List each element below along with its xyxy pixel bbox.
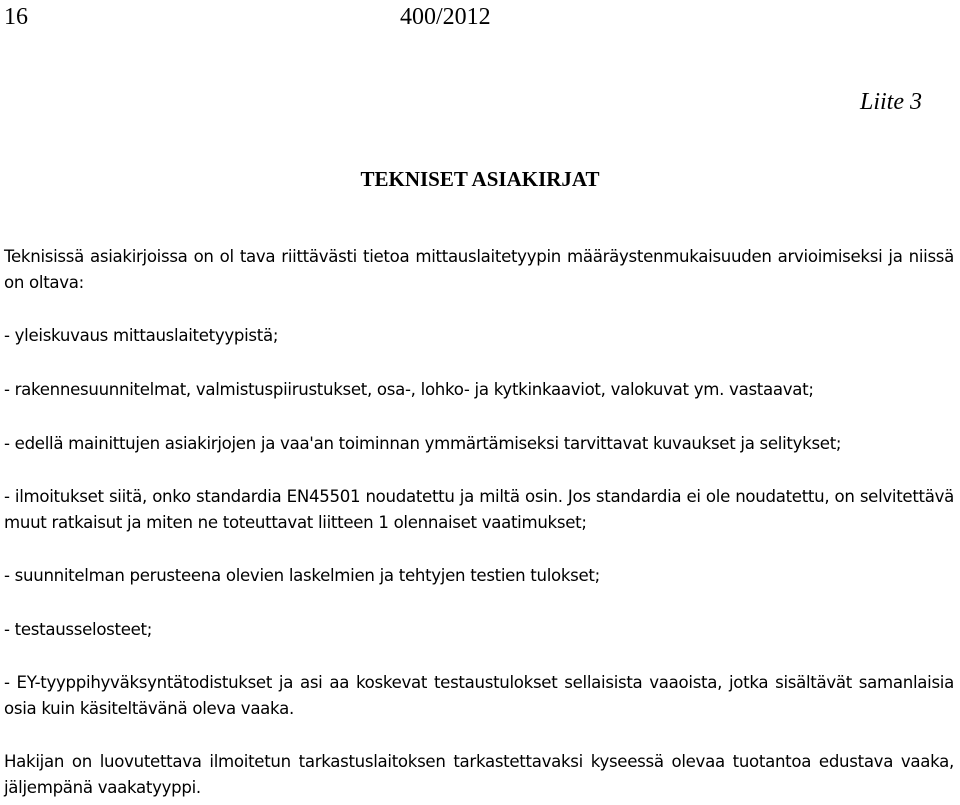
list-item: - rakennesuunnitelmat, valmistuspiirustukset, osa-, lohko- ja kytkinkaaviot, valokuvat ym. vastaavat;: [4, 380, 814, 399]
list-item: - testausselosteet;: [4, 620, 153, 639]
list-item: - suunnitelman perusteena olevien laskelmien ja tehtyjen testien tulokset;: [4, 566, 600, 585]
document-title: TEKNISET ASIAKIRJAT: [360, 167, 600, 191]
list-item: - yleiskuvaus mittauslaitetyypistä;: [4, 326, 279, 345]
annex-label: Liite 3: [859, 89, 922, 115]
document-number: 400/2012: [400, 4, 491, 30]
closing-paragraph: Hakijan on luovutettava ilmoitetun tarkastuslaitoksen tarkastettavaksi kyseessä olevaa tuotantoa edustava vaaka, jäljempänä vaakatyyppi.: [4, 752, 954, 797]
page-number: 16: [4, 4, 28, 30]
list-item: - EY-tyyppihyväksyntätodistukset ja asi aa koskevat testaustulokset sellaisista vaaoista, jotka sisältävät samanlaisia osia kuin käsiteltävänä oleva vaaka.: [4, 673, 954, 718]
list-item: - ilmoitukset siitä, onko standardia EN45501 noudatettu ja miltä osin. Jos standardia ei ole noudatettu, on selvitettävä muut ratkaisut ja miten ne toteuttavat liitteen 1 olennaiset vaatimukset;: [4, 487, 954, 532]
list-item: - edellä mainittujen asiakirjojen ja vaa'an toiminnan ymmärtämiseksi tarvittavat kuvaukset ja selitykset;: [4, 434, 842, 453]
intro-paragraph: Teknisissä asiakirjoissa on ol tava riittävästi tietoa mittauslaitetyypin määräystenmukaisuuden arvioimiseksi ja niissä on oltava:: [4, 247, 954, 292]
